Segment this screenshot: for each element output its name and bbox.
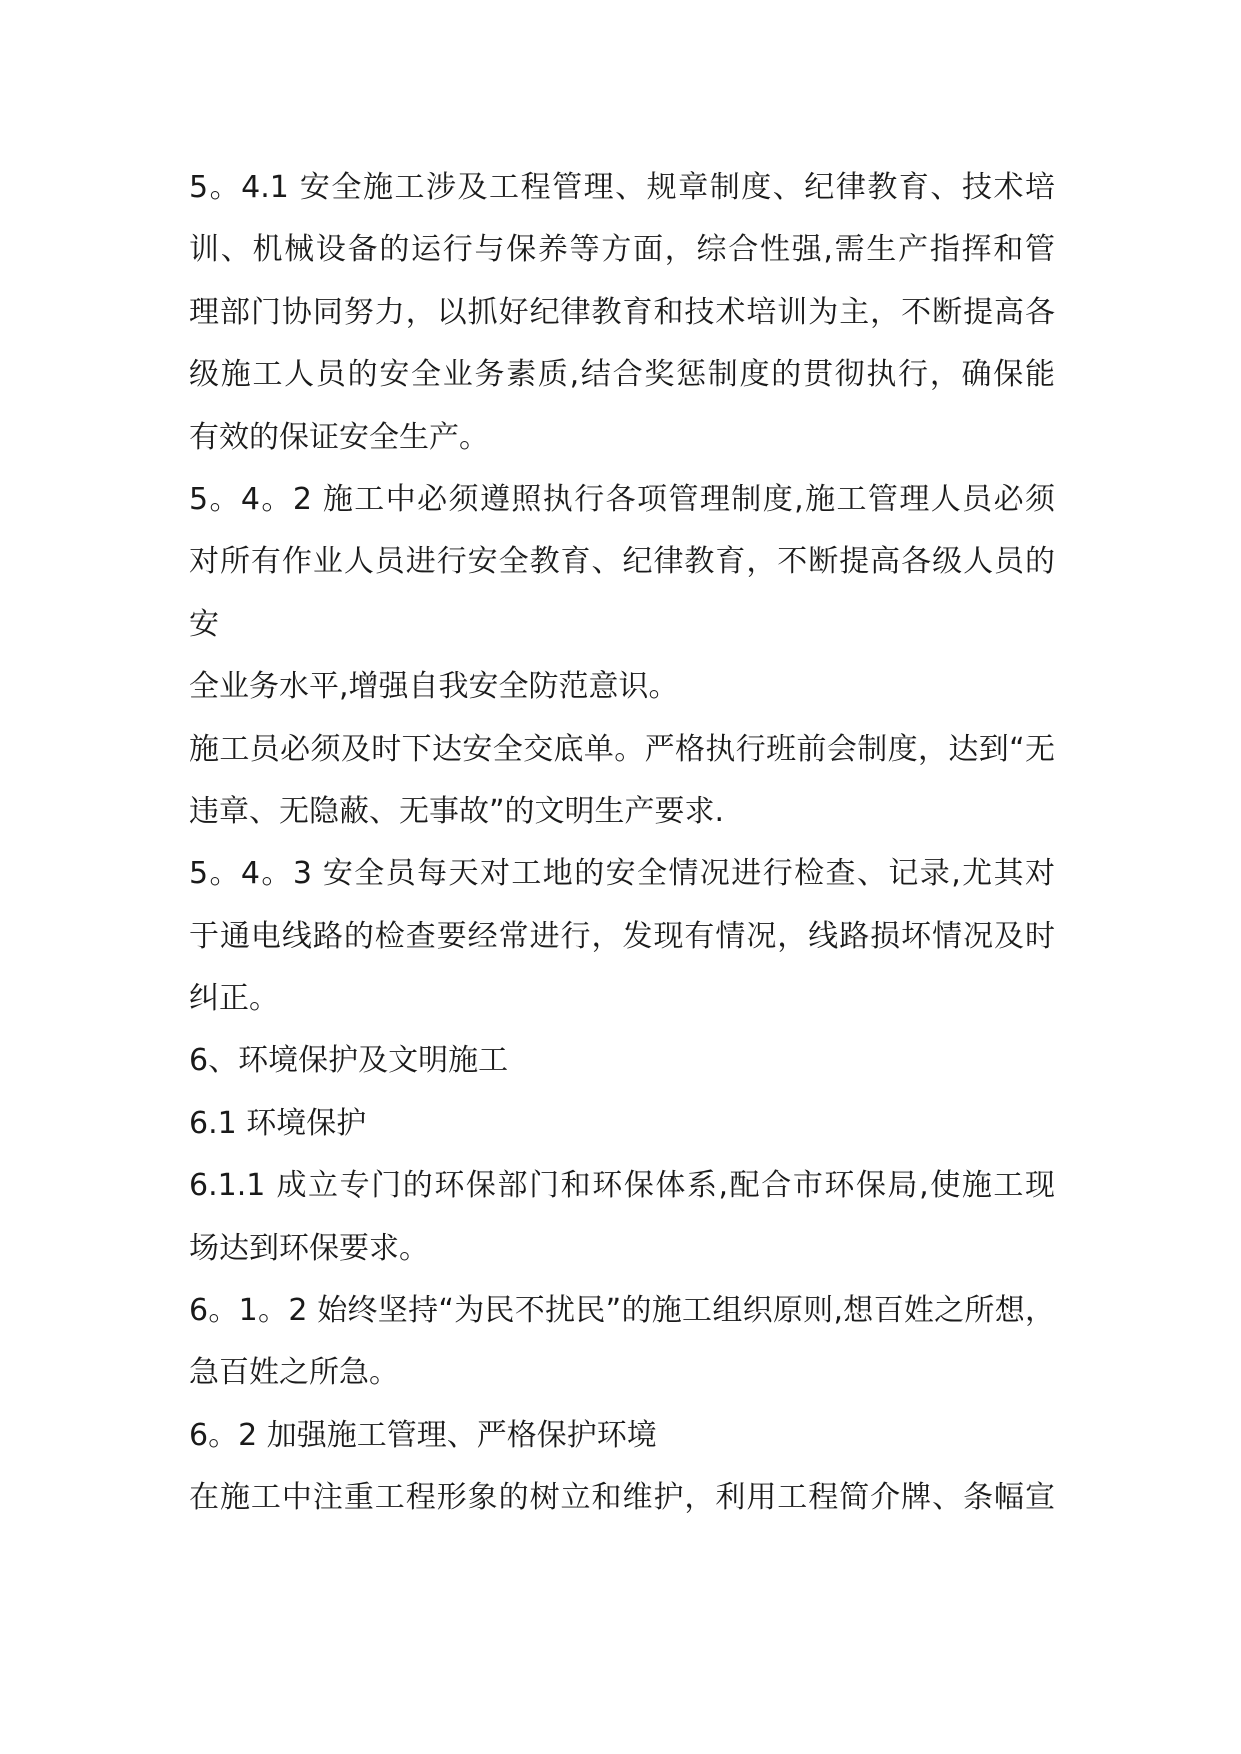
subsection-heading: 6.1 环境保护 xyxy=(189,1105,367,1141)
subsection-heading: 6。2 加强施工管理、严格保护环境 xyxy=(189,1417,657,1453)
text-line: 5。4.1 安全施工涉及工程管理、规章制度、纪律教育、技术培 xyxy=(189,170,1055,205)
text-line: 急百姓之所急。 xyxy=(189,1355,399,1391)
text-line: 纠正。 xyxy=(189,981,279,1017)
text-line: 6.1.1 成立专门的环保部门和环保体系,配合市环保局,使施工现 xyxy=(189,1168,1055,1204)
text-line: 施工员必须及时下达安全交底单。严格执行班前会制度，达到“无 xyxy=(189,731,1055,767)
text-line: 于通电线路的检查要经常进行，发现有情况，线路损坏情况及时 xyxy=(189,918,1055,954)
text-line: 违章、无隐蔽、无事故”的文明生产要求. xyxy=(189,793,725,829)
text-line: 5。4。2 施工中必须遵照执行各项管理制度,施工管理人员必须 xyxy=(189,481,1055,517)
text-line: 场达到环保要求。 xyxy=(189,1230,429,1266)
text-line: 级施工人员的安全业务素质,结合奖惩制度的贯彻执行，确保能 xyxy=(189,357,1055,393)
text-line: 训、机械设备的运行与保养等方面，综合性强,需生产指挥和管 xyxy=(189,232,1055,268)
text-line: 6。1。2 始终坚持“为民不扰民”的施工组织原则,想百姓之所想， xyxy=(189,1293,1055,1329)
body-text xyxy=(189,157,1055,1530)
section-heading: 6、环境保护及文明施工 xyxy=(189,1043,509,1079)
text-line: 全业务水平,增强自我安全防范意识。 xyxy=(189,669,679,705)
text-line: 理部门协同努力，以抓好纪律教育和技术培训为主，不断提高各 xyxy=(189,294,1055,330)
text-line: 安 xyxy=(189,606,219,642)
text-line: 有效的保证安全生产。 xyxy=(189,419,489,455)
text-line: 5。4。3 安全员每天对工地的安全情况进行检查、记录,尤其对 xyxy=(189,856,1055,892)
text-line: 对所有作业人员进行安全教育、纪律教育，不断提高各级人员的 xyxy=(189,544,1055,580)
text-line: 在施工中注重工程形象的树立和维护，利用工程简介牌、条幅宣 xyxy=(189,1480,1055,1516)
